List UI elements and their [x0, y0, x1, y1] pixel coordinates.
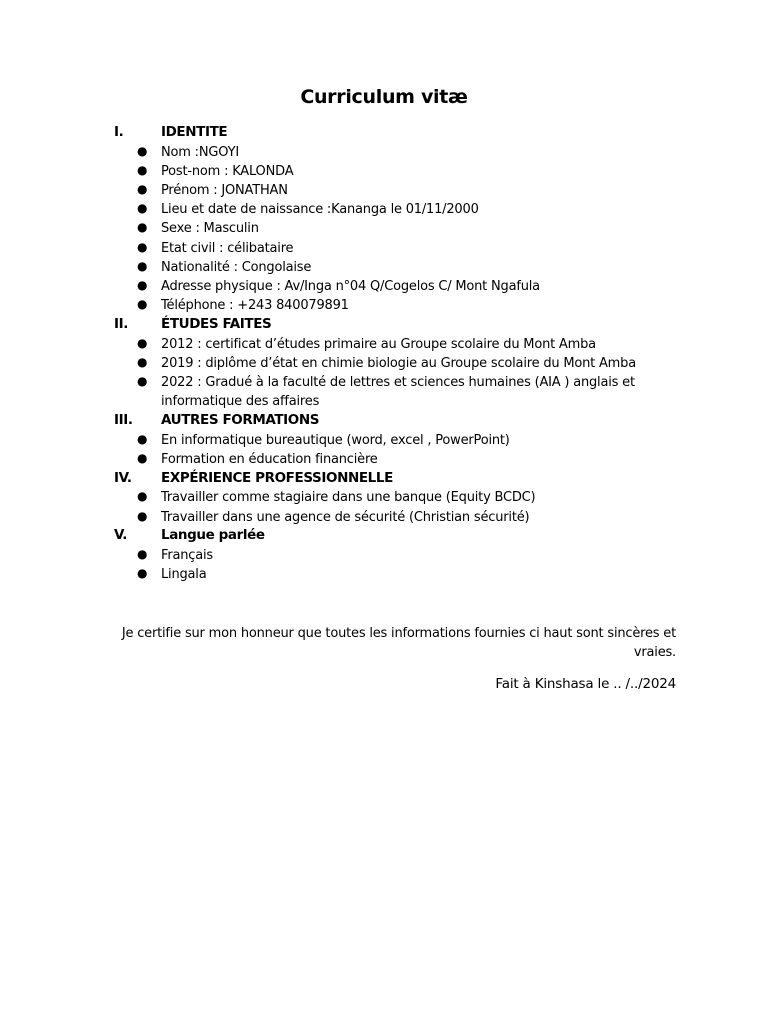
section-heading: AUTRES FORMATIONS: [161, 412, 320, 428]
bullet-icon: ●: [137, 220, 148, 234]
section-heading: EXPÉRIENCE PROFESSIONNELLE: [161, 470, 393, 486]
document-title: Curriculum vitæ: [300, 86, 468, 108]
bullet-icon: ●: [137, 547, 148, 561]
bullet-icon: ●: [137, 355, 148, 369]
section-heading: ÉTUDES FAITES: [161, 316, 272, 332]
list-item: Français: [161, 548, 213, 563]
section-number: I.: [114, 124, 124, 140]
list-item: Adresse physique : Av/Inga n°04 Q/Cogelos C/ Mont Ngafula: [161, 279, 540, 294]
list-item: 2019 : diplôme d’état en chimie biologie au Groupe scolaire du Mont Amba: [161, 356, 636, 371]
list-item: Etat civil : célibataire: [161, 241, 294, 256]
bullet-icon: ●: [137, 278, 148, 292]
section-number: III.: [114, 412, 133, 428]
bullet-icon: ●: [137, 451, 148, 465]
bullet-icon: ●: [137, 259, 148, 273]
section-number: IV.: [114, 470, 132, 486]
section-heading: Langue parlée: [161, 527, 265, 543]
list-item: En informatique bureautique (word, excel , PowerPoint): [161, 433, 510, 448]
bullet-icon: ●: [137, 144, 148, 158]
list-item: Lingala: [161, 567, 207, 582]
bullet-icon: ●: [137, 336, 148, 350]
bullet-icon: ●: [137, 182, 148, 196]
list-item: Post-nom : KALONDA: [161, 164, 294, 179]
list-item: 2022 : Gradué à la faculté de lettres et sciences humaines (AIA ) anglais et informatique des affaires: [161, 375, 635, 409]
certification-line: Je certifie sur mon honneur que toutes les informations fournies ci haut sont sincères et: [121, 626, 676, 641]
section-heading: IDENTITE: [161, 124, 228, 140]
bullet-icon: ●: [137, 240, 148, 254]
list-item: 2012 : certificat d’études primaire au Groupe scolaire du Mont Amba: [161, 337, 596, 352]
bullet-icon: ●: [137, 489, 148, 503]
list-item: Sexe : Masculin: [161, 221, 259, 236]
place-and-date: Fait à Kinshasa le .. /../2024: [495, 676, 676, 692]
list-item: Travailler dans une agence de sécurité (Christian sécurité): [161, 510, 530, 525]
section-number: II.: [114, 316, 128, 332]
list-item: Nom :NGOYI: [161, 145, 239, 160]
list-item: Lieu et date de naissance :Kananga le 01/11/2000: [161, 202, 479, 217]
list-item: Téléphone : +243 840079891: [161, 298, 349, 313]
list-item: Nationalité : Congolaise: [161, 260, 312, 275]
bullet-icon: ●: [137, 566, 148, 580]
certification-line-2: vraies.: [633, 645, 676, 660]
bullet-icon: ●: [137, 509, 148, 523]
list-item: Prénom : JONATHAN: [161, 183, 288, 198]
bullet-icon: ●: [137, 374, 148, 388]
bullet-icon: ●: [137, 201, 148, 215]
bullet-icon: ●: [137, 432, 148, 446]
bullet-icon: ●: [137, 297, 148, 311]
list-item: Travailler comme stagiaire dans une banque (Equity BCDC): [161, 490, 536, 505]
list-item: Formation en éducation financière: [161, 452, 378, 467]
section-number: V.: [114, 527, 128, 543]
bullet-icon: ●: [137, 163, 148, 177]
